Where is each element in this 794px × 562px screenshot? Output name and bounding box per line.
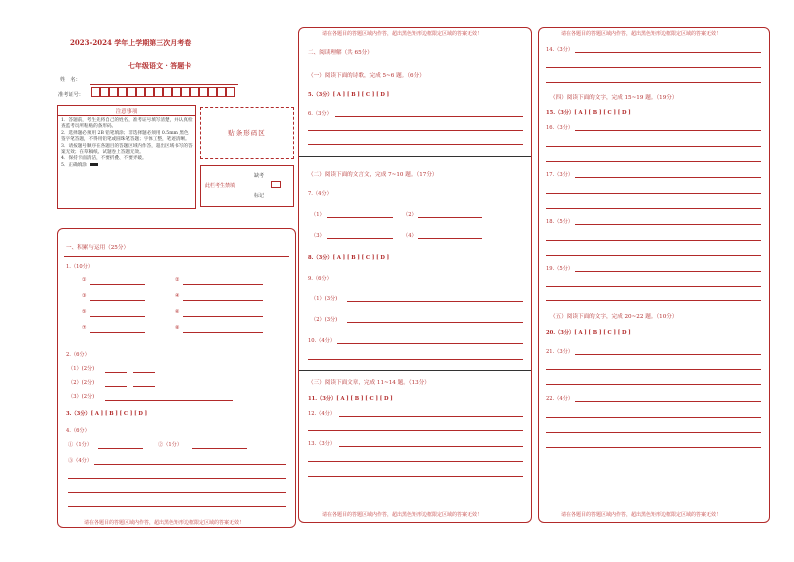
q4-sub3: ③（4分） [68, 458, 93, 464]
q19-answer-line[interactable] [575, 271, 761, 272]
q7-answer-line[interactable] [418, 238, 482, 239]
q10-answer-line[interactable] [308, 359, 523, 360]
left-warning: 请在各题目的答题区域内作答，超出黑色矩形边框限定区域的答案无效！ [84, 520, 245, 526]
q9-label: 9.（6分） [308, 276, 332, 282]
q14-answer-line[interactable] [575, 52, 761, 53]
q4-answer-line[interactable] [98, 448, 143, 449]
q8-choice[interactable]: 8.（3分）[ A ] [ B ] [ C ] [ D ] [308, 255, 390, 261]
q16-answer-line[interactable] [546, 161, 761, 162]
notice-item: 4．保持卡面清洁，不要折叠、不要弄破。 [61, 156, 147, 162]
absent-checkbox[interactable] [271, 181, 281, 188]
q16-answer-line[interactable] [546, 146, 761, 147]
absent-mark-bottom: 标记 [254, 193, 265, 199]
q1-answer-line[interactable] [90, 316, 145, 317]
fill-example-icon [90, 163, 98, 166]
q9-item: （2）(3分) [311, 317, 338, 323]
q22-label: 22.（4分） [546, 396, 574, 402]
q16-answer-line[interactable] [575, 130, 761, 131]
q2-answer-line[interactable] [105, 386, 127, 387]
q21-answer-line[interactable] [546, 369, 761, 370]
q2-label: 2.（6分） [66, 352, 90, 358]
q4-answer-line[interactable] [192, 448, 247, 449]
q22-answer-line[interactable] [575, 401, 761, 402]
notice-items [61, 118, 193, 169]
q2-answer-line[interactable] [105, 400, 233, 401]
q1-item: ④ [175, 293, 180, 299]
absent-box [200, 165, 294, 207]
q17-label: 17.（3分） [546, 172, 574, 178]
q10-label: 10.（4分） [308, 338, 336, 344]
q13-answer-line[interactable] [339, 446, 523, 447]
section1-title: 一、积累与运用（25分） [66, 245, 130, 251]
q19-answer-line[interactable] [546, 286, 761, 287]
q5-choice[interactable]: 5.（3分）[ A ] [ B ] [ C ] [ D ] [308, 92, 390, 98]
q2-item: （1）(2分) [68, 366, 95, 372]
q1-item: ⑤ [82, 309, 87, 315]
q10-answer-line[interactable] [337, 343, 523, 344]
q4-sub1: ①（1分） [68, 442, 93, 448]
q2-answer-line[interactable] [133, 372, 155, 373]
q1-item: ⑦ [82, 325, 87, 331]
q7-label: 7.（4分） [308, 191, 332, 197]
q6-answer-line[interactable] [308, 144, 523, 145]
name-field[interactable] [90, 84, 238, 85]
q11-choice[interactable]: 11.（3分）[ A ] [ B ] [ C ] [ D ] [308, 396, 393, 402]
notice-item: 2．选择题必须用 2B 铅笔填涂；非选择题必须用 0.5mm 黑色签字笔答题，不得用铅笔或圆珠笔答题；字体工整，笔迹清晰。 [61, 130, 190, 143]
section1-panel [57, 228, 296, 528]
right-warning-bottom: 请在各题目的答题区域内作答，超出黑色矩形边框限定区域的答案无效！ [561, 512, 722, 518]
notice-item: 1．答题前，考生先将自己的姓名，准考证号填写清楚，并认真检查监考员所粘贴的条形码。 [61, 118, 193, 130]
q15-choice[interactable]: 15.（3分）[ A ] [ B ] [ C ] [ D ] [546, 110, 631, 116]
section2-title: 二、阅读理解（共 65分） [308, 50, 373, 56]
barcode-area [200, 107, 294, 159]
q1-answer-line[interactable] [183, 300, 263, 301]
q1-answer-line[interactable] [90, 300, 145, 301]
q14-answer-line[interactable] [546, 67, 761, 68]
part3-title: （三）阅读下面文章，完成 11~14 题。（13分） [308, 380, 430, 386]
notice-item: 3．请按题号顺序在各题目的答题区域内作答，超出区域书写的答案无效；在草稿纸、试题卷上答题无效。 [61, 143, 193, 156]
q4-label: 4.（6分） [66, 428, 90, 434]
q2-item: （3）(2分) [68, 394, 95, 400]
notice-item-fill: 5．正确填涂 [61, 163, 193, 169]
notice-box [57, 105, 196, 209]
q12-label: 12.（4分） [308, 411, 336, 417]
q19-label: 19.（5分） [546, 266, 574, 272]
part2-title: （二）阅读下面的文言文，完成 7~10 题。（17分） [308, 172, 438, 178]
q1-item: ② [175, 277, 180, 283]
part4-title: （四）阅读下面的文字，完成 15~19 题。（19分） [550, 95, 678, 101]
q7-answer-line[interactable] [327, 217, 393, 218]
q17-answer-line[interactable] [546, 193, 761, 194]
q6-answer-line[interactable] [308, 130, 523, 131]
q1-label: 1.（10分） [66, 264, 94, 270]
barcode-label: 贴条形码区 [228, 129, 266, 137]
q12-answer-line[interactable] [339, 416, 523, 417]
right-warning-top: 请在各题目的答题区域内作答，超出黑色矩形边框限定区域的答案无效！ [561, 31, 722, 37]
id-label: 准考证号： [58, 92, 84, 98]
q1-item: ① [82, 277, 87, 283]
notice-title: 注意事项 [115, 109, 138, 115]
q18-answer-line[interactable] [546, 240, 761, 241]
q1-item: ⑧ [175, 325, 180, 331]
q2-answer-line[interactable] [133, 386, 155, 387]
q21-answer-line[interactable] [575, 354, 761, 355]
q6-label: 6.（3分） [308, 111, 332, 117]
q20-choice[interactable]: 20.（3分）[ A ] [ B ] [ C ] [ D ] [546, 330, 631, 336]
q22-answer-line[interactable] [546, 447, 761, 448]
q18-answer-line[interactable] [575, 224, 761, 225]
q9-answer-line[interactable] [347, 301, 523, 302]
q18-label: 18.（5分） [546, 219, 574, 225]
section2-panel [298, 27, 532, 523]
name-label: 姓 名： [60, 77, 81, 83]
q22-answer-line[interactable] [546, 432, 761, 433]
q1-answer-line[interactable] [183, 316, 263, 317]
q1-item: ⑥ [175, 309, 180, 315]
divider [299, 370, 531, 371]
q7-item: （1） [311, 212, 325, 218]
q14-answer-line[interactable] [546, 82, 761, 83]
q9-answer-line[interactable] [347, 322, 523, 323]
exam-subtitle: 七年级语文 · 答题卡 [128, 61, 192, 70]
q7-answer-line[interactable] [327, 238, 393, 239]
id-cells[interactable] [91, 87, 241, 98]
q1-answer-line[interactable] [183, 332, 263, 333]
absent-label: 此栏考生禁填 [205, 183, 236, 189]
q3-choice[interactable]: 3.（3分）[ A ] [ B ] [ C ] [ D ] [66, 411, 148, 417]
middle-warning-bottom: 请在各题目的答题区域内作答，超出黑色矩形边框限定区域的答案无效！ [322, 512, 483, 518]
q6-answer-line[interactable] [335, 116, 523, 117]
section3-panel [538, 27, 770, 523]
q4-answer-line[interactable] [68, 478, 286, 479]
q1-answer-line[interactable] [90, 284, 145, 285]
q12-answer-line[interactable] [308, 430, 523, 431]
q7-item: （2） [403, 212, 417, 218]
q18-answer-line[interactable] [546, 255, 761, 256]
q13-answer-line[interactable] [308, 476, 523, 477]
q7-answer-line[interactable] [418, 217, 482, 218]
q21-answer-line[interactable] [546, 384, 761, 385]
absent-mark-top: 缺考 [254, 173, 265, 179]
q19-answer-line[interactable] [546, 300, 761, 301]
part1-title: （一）阅读下面的诗歌，完成 5~6 题。（6分） [308, 73, 425, 79]
q14-label: 14.（3分） [546, 47, 574, 53]
q2-item: （2）(2分) [68, 380, 95, 386]
q4-answer-line[interactable] [68, 506, 286, 507]
q17-answer-line[interactable] [575, 177, 761, 178]
q13-answer-line[interactable] [308, 461, 523, 462]
q7-item: （4） [403, 233, 417, 239]
q7-item: （3） [311, 233, 325, 239]
q1-item: ③ [82, 293, 87, 299]
q4-sub2: ②（1分） [158, 442, 183, 448]
exam-title: 2023-2024 学年上学期第三次月考卷 [70, 38, 192, 47]
q1-answer-line[interactable] [183, 284, 263, 285]
q16-label: 16.（3分） [546, 125, 574, 131]
q17-answer-line[interactable] [546, 208, 761, 209]
divider [299, 156, 531, 157]
part5-title: （五）阅读下面的文字，完成 20~22 题。（10分） [550, 314, 678, 320]
q2-answer-line[interactable] [105, 372, 127, 373]
q22-answer-line[interactable] [546, 417, 761, 418]
left-column [0, 0, 300, 562]
q9-item: （1）(3分) [311, 296, 338, 302]
q1-answer-line[interactable] [90, 332, 145, 333]
q4-answer-line[interactable] [68, 492, 286, 493]
q4-answer-line[interactable] [94, 464, 286, 465]
middle-warning-top: 请在各题目的答题区域内作答，超出黑色矩形边框限定区域的答案无效！ [322, 31, 483, 37]
q21-label: 21.（3分） [546, 349, 574, 355]
q13-label: 13.（3分） [308, 441, 336, 447]
